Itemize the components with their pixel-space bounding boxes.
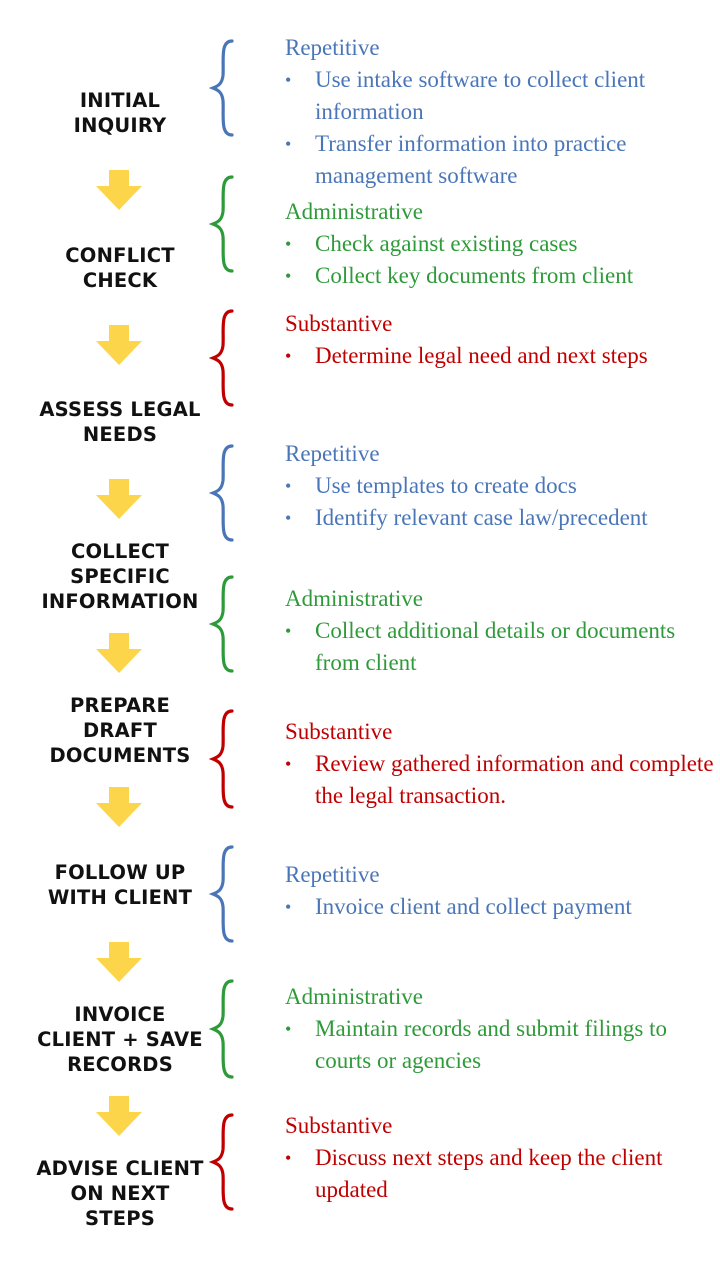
step-assess-legal-needs: ASSESS LEGAL NEEDS [39, 398, 201, 446]
task-bullet: • Review gathered information and complete the legal transaction. [285, 748, 715, 812]
task-group-administrative [285, 196, 715, 292]
task-bullet: • Collect additional details or documents from client [285, 615, 715, 679]
category-heading: Administrative [285, 586, 423, 611]
step-follow-up-with-client: FOLLOW UP WITH CLIENT [47, 861, 193, 909]
step-advise-client-on-next-steps: ADVISE CLIENT ON NEXT STEPS [36, 1157, 204, 1230]
task-bullet: • Determine legal need and next steps [285, 340, 715, 372]
brace-substantive-icon [206, 708, 242, 810]
brace-administrative-icon [206, 174, 242, 274]
bullet-icon: • [285, 754, 292, 774]
brace-substantive-icon [206, 1112, 242, 1212]
category-heading: Repetitive [285, 35, 380, 60]
down-arrow-icon [96, 787, 142, 827]
task-bullet: • Invoice client and collect payment [285, 891, 715, 923]
task-group-substantive [285, 1110, 715, 1206]
down-arrow-icon [96, 942, 142, 982]
task-bullet: • Use templates to create docs [285, 470, 715, 502]
brace-repetitive-icon [206, 38, 242, 138]
task-group-substantive [285, 308, 715, 372]
step-invoice-client-save-records: INVOICE CLIENT + SAVE RECORDS [37, 1003, 203, 1076]
brace-administrative-icon [206, 574, 242, 674]
bullet-icon: • [285, 1148, 292, 1168]
down-arrow-icon [96, 170, 142, 210]
task-group-administrative [285, 981, 715, 1077]
bullet-icon: • [285, 897, 292, 917]
task-bullet: • Use intake software to collect client information [285, 64, 715, 128]
category-heading: Repetitive [285, 441, 380, 466]
step-prepare-draft-documents: PREPARE DRAFT DOCUMENTS [49, 694, 191, 767]
step-collect-specific-information: COLLECT SPECIFIC INFORMATION [41, 540, 199, 613]
bullet-icon: • [285, 1019, 292, 1039]
brace-substantive-icon [206, 308, 242, 408]
task-group-repetitive [285, 32, 715, 192]
category-heading: Repetitive [285, 862, 380, 887]
category-heading: Administrative [285, 984, 423, 1009]
bullet-icon: • [285, 621, 292, 641]
task-group-substantive [285, 716, 715, 812]
brace-repetitive-icon [206, 443, 242, 543]
category-heading: Substantive [285, 311, 393, 336]
step-conflict-check: CONFLICT CHECK [65, 244, 175, 292]
task-bullet: • Maintain records and submit filings to courts or agencies [285, 1013, 715, 1077]
category-heading: Substantive [285, 1113, 393, 1138]
category-heading: Administrative [285, 199, 423, 224]
task-group-repetitive [285, 859, 715, 923]
step-initial-inquiry: INITIAL INQUIRY [73, 89, 167, 137]
task-bullet: • Identify relevant case law/precedent [285, 502, 715, 534]
task-bullet: • Collect key documents from client [285, 260, 715, 292]
task-group-repetitive [285, 438, 715, 534]
down-arrow-icon [96, 633, 142, 673]
bullet-icon: • [285, 134, 292, 154]
down-arrow-icon [96, 325, 142, 365]
bullet-icon: • [285, 70, 292, 90]
down-arrow-icon [96, 479, 142, 519]
bullet-icon: • [285, 346, 292, 366]
down-arrow-icon [96, 1096, 142, 1136]
bullet-icon: • [285, 266, 292, 286]
bullet-icon: • [285, 476, 292, 496]
bullet-icon: • [285, 234, 292, 254]
task-bullet: • Discuss next steps and keep the client updated [285, 1142, 715, 1206]
bullet-icon: • [285, 508, 292, 528]
category-heading: Substantive [285, 719, 393, 744]
task-bullet: • Check against existing cases [285, 228, 715, 260]
task-group-administrative [285, 583, 715, 679]
brace-repetitive-icon [206, 844, 242, 944]
task-bullet: • Transfer information into practice management software [285, 128, 715, 192]
brace-administrative-icon [206, 978, 242, 1080]
